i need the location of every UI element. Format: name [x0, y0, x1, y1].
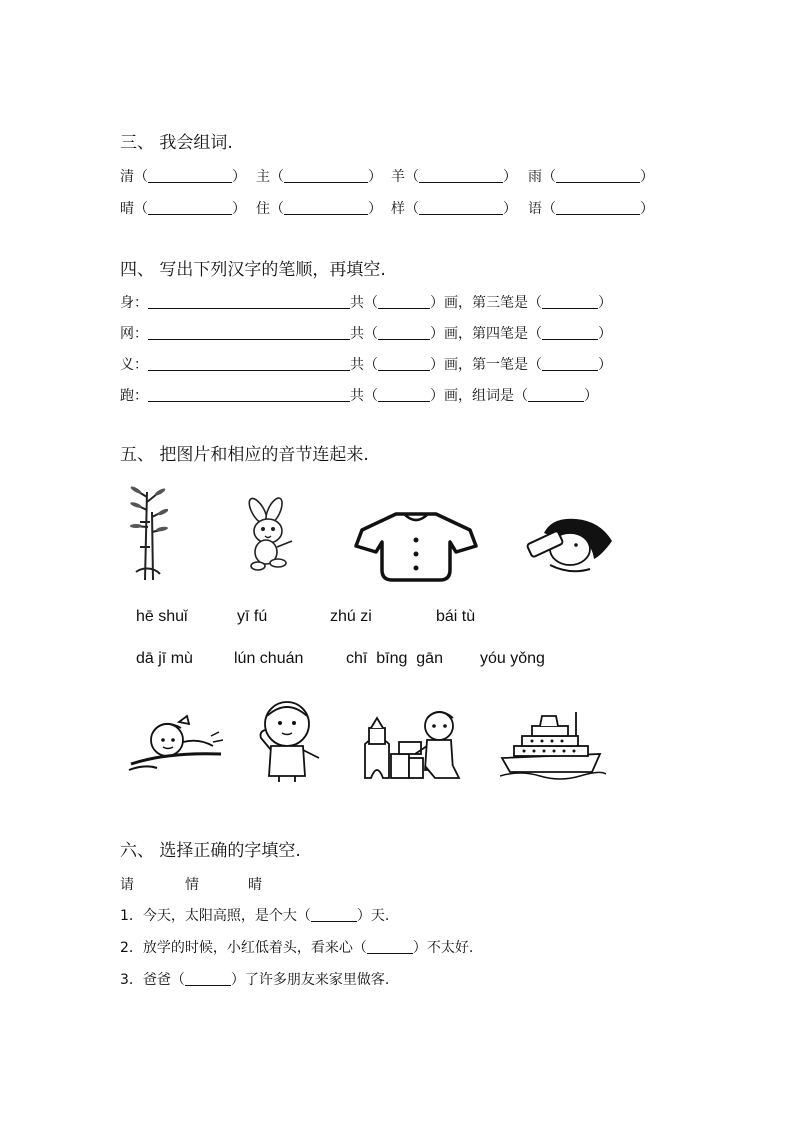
pinyin-lun-chuan[interactable]: lún chuán [234, 650, 304, 667]
answer-blank[interactable] [556, 168, 640, 183]
char: 住 [256, 201, 270, 217]
building-blocks-icon [361, 704, 465, 780]
stroke-order-blank[interactable] [148, 387, 350, 402]
stroke-count-blank[interactable] [378, 356, 430, 371]
answer-blank[interactable] [311, 907, 357, 922]
section6-heading: 六、 选择正确的字填空. [120, 841, 301, 861]
stroke-row: 身： 共（ ）画，第三笔是（ ） [120, 295, 612, 311]
word-row-1: 清（ ） [120, 169, 246, 185]
section3-heading: 三、 我会组词. [120, 133, 233, 153]
bamboo-icon [128, 482, 168, 582]
answer-blank[interactable] [148, 200, 232, 215]
choice-qing-3: 晴 [248, 877, 262, 893]
answer-blank[interactable] [148, 168, 232, 183]
pinyin-chi-bing-gan[interactable]: chī bīng gān [346, 650, 443, 667]
pinyin-you-yong[interactable]: yóu yǒng [480, 650, 545, 667]
answer-blank[interactable] [367, 939, 413, 954]
rabbit-icon [236, 497, 304, 571]
char: 雨 [528, 169, 542, 185]
answer-blank[interactable] [528, 387, 584, 402]
pinyin-zhu-zi[interactable]: zhú zi [330, 608, 372, 625]
section5-heading: 五、 把图片和相应的音节连起来. [120, 445, 369, 465]
stroke-order-blank[interactable] [148, 356, 350, 371]
char: 语 [528, 201, 542, 217]
char: 晴 [120, 201, 134, 217]
stroke-count-blank[interactable] [378, 294, 430, 309]
word-row-2d: 语（ ） [528, 201, 654, 217]
section4-heading: 四、 写出下列汉字的笔顺，再填空. [120, 260, 386, 280]
word-row-1d: 雨（ ） [528, 169, 654, 185]
pinyin-he-shui[interactable]: hē shuǐ [136, 608, 188, 625]
stroke-row: 网： 共（ ）画，第四笔是（ ） [120, 326, 612, 342]
char: 羊 [391, 169, 405, 185]
char: 主 [256, 169, 270, 185]
word-row-2: 晴（ ） [120, 201, 246, 217]
stroke-row: 义： 共（ ）画，第一笔是（ ） [120, 357, 612, 373]
char: 清 [120, 169, 134, 185]
answer-blank[interactable] [419, 200, 503, 215]
question-3: 3．爸爸（ ）了许多朋友来家里做客. [120, 972, 390, 988]
stroke-order-blank[interactable] [148, 325, 350, 340]
answer-blank[interactable] [542, 294, 598, 309]
question-2: 2．放学的时候，小红低着头，看来心（ ）不太好. [120, 940, 474, 956]
answer-blank[interactable] [185, 971, 231, 986]
word-row-1b: 主（ ） [256, 169, 382, 185]
clothes-icon [352, 508, 480, 584]
stroke-row: 跑： 共（ ）画，组词是（ ） [120, 388, 598, 404]
stroke-count-blank[interactable] [378, 387, 430, 402]
word-row-1c: 羊（ ） [391, 169, 517, 185]
word-row-2b: 住（ ） [256, 201, 382, 217]
pinyin-bai-tu[interactable]: bái tù [436, 608, 476, 625]
answer-blank[interactable] [542, 356, 598, 371]
swimming-child-icon [127, 712, 225, 774]
word-row-2c: 样（ ） [391, 201, 517, 217]
choice-qing-1: 请 [120, 877, 134, 893]
pinyin-da-ji-mu[interactable]: dā jī mù [136, 650, 193, 667]
choice-qing-2: 情 [185, 877, 199, 893]
drinking-girl-icon [510, 515, 616, 577]
stroke-count-blank[interactable] [378, 325, 430, 340]
answer-blank[interactable] [542, 325, 598, 340]
answer-blank[interactable] [419, 168, 503, 183]
answer-blank[interactable] [284, 168, 368, 183]
boy-eating-icon [253, 698, 325, 782]
answer-blank[interactable] [284, 200, 368, 215]
stroke-order-blank[interactable] [148, 294, 350, 309]
answer-blank[interactable] [556, 200, 640, 215]
pinyin-yi-fu[interactable]: yī fú [237, 608, 268, 625]
question-1: 1．今天，太阳高照，是个大（ ）天. [120, 908, 390, 924]
char: 样 [391, 201, 405, 217]
ship-icon [500, 710, 606, 780]
